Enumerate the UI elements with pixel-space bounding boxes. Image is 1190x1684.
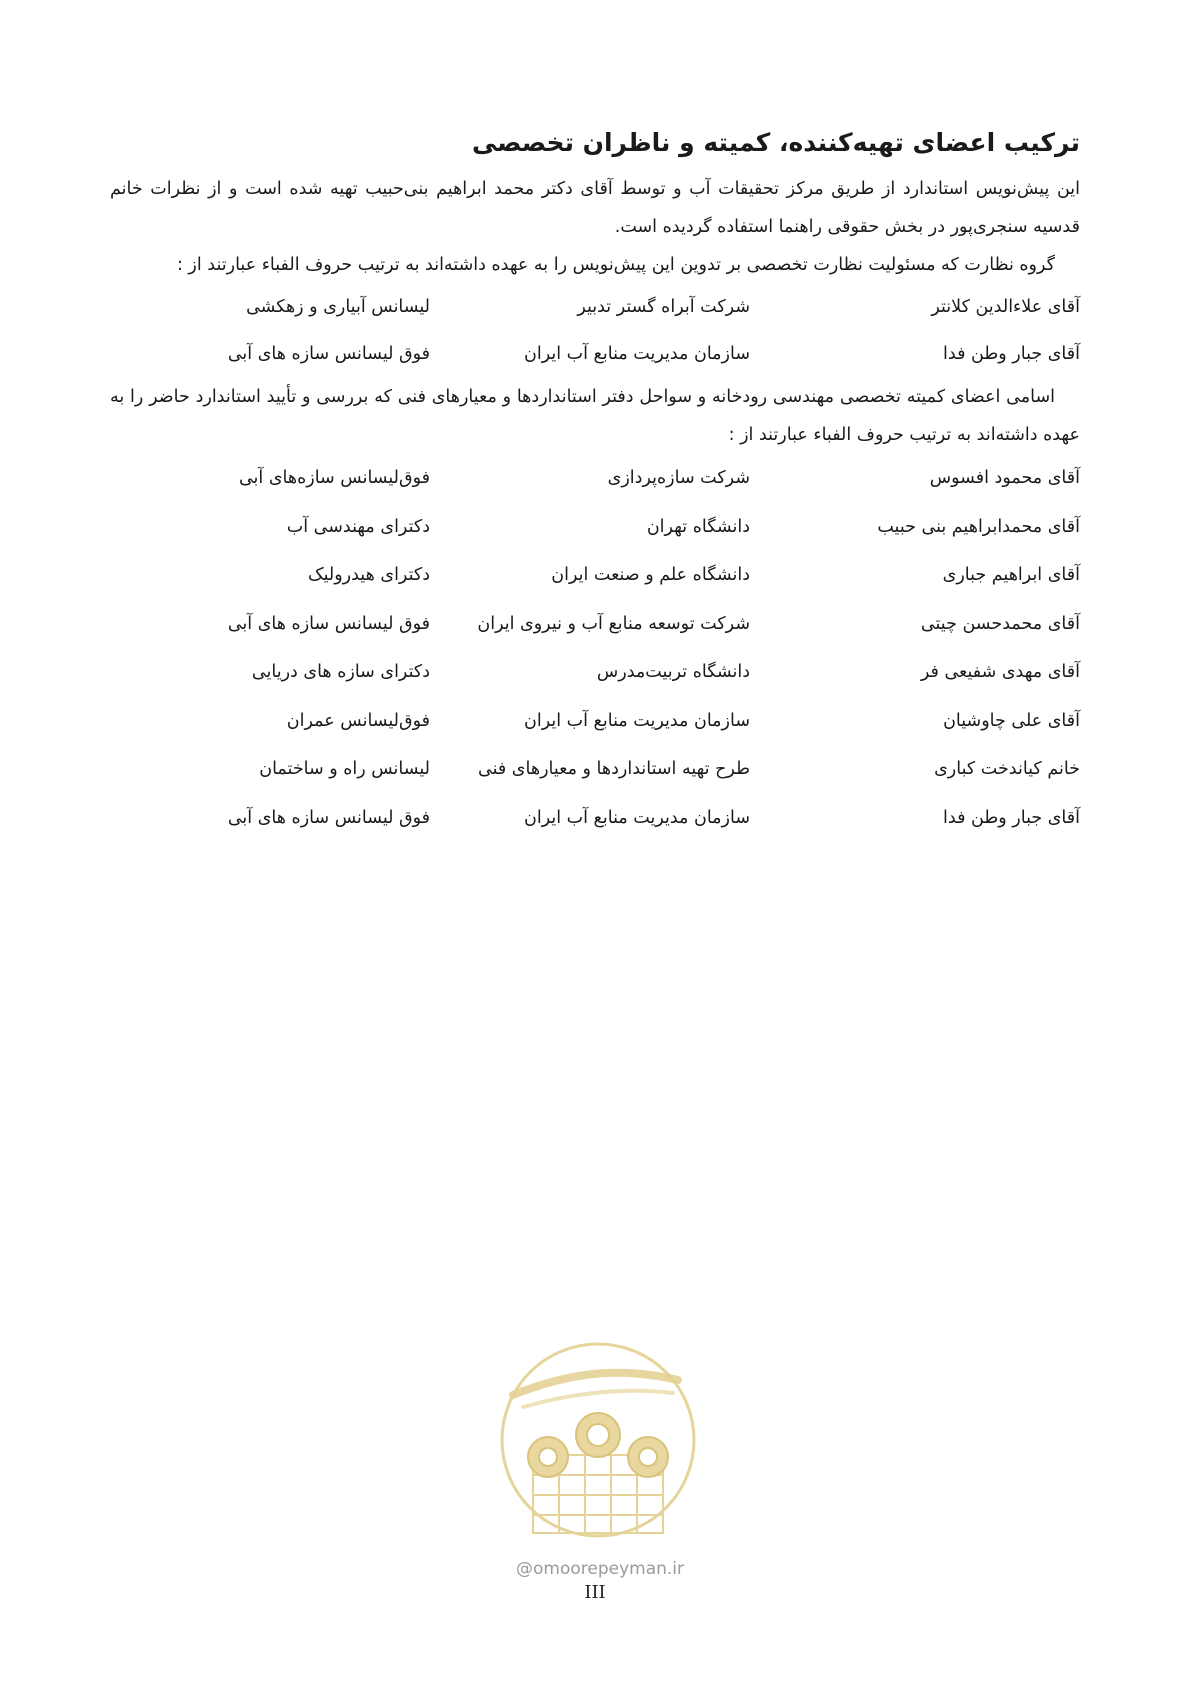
committee-row: [110, 745, 1080, 794]
committee-intro: اسامی اعضای کمیته تخصصی مهندسی رودخانه و سواحل دفتر استانداردها و معیارهای فنی که بررسی و تأیید استاندارد حاضر را به عهده داشته‌اند به ترتیب حروف الفباء عبارتند از :: [110, 387, 1080, 445]
committee-row: [110, 697, 1080, 746]
member-organization: دانشگاه تهران: [646, 516, 750, 537]
member-name: آقای جبار وطن فدا: [943, 807, 1080, 828]
member-degree: دکترای مهندسی آب: [286, 516, 430, 537]
member-organization: سازمان مدیریت منابع آب ایران: [523, 710, 750, 731]
member-degree: لیسانس راه و ساختمان: [259, 759, 430, 779]
member-organization: شرکت آبراه گستر تدبیر: [577, 297, 750, 317]
intro-paragraph: این پیش‌نویس استاندارد از طریق مرکز تحقیقات آب و توسط آقای دکتر محمد ابراهیم بنی‌حبیب تهیه شده است و از نظرات خانم قدسیه سنجری‌پور در بخش حقوقی راهنما استفاده گردیده است.: [110, 179, 1080, 237]
page-number: III: [584, 1582, 606, 1603]
member-degree: فوق لیسانس سازه های آبی: [227, 807, 430, 828]
member-organization: دانشگاه تربیت‌مدرس: [596, 662, 750, 682]
member-degree: فوق لیسانس سازه های آبی: [227, 613, 430, 634]
member-name: آقای علی چاوشیان: [943, 710, 1080, 731]
committee-row: [110, 503, 1080, 552]
member-name: آقای محمدحسن چیتی: [920, 613, 1080, 634]
member-name: آقای جبار وطن فدا: [943, 344, 1080, 364]
member-degree: لیسانس آبیاری و زهکشی: [246, 297, 430, 317]
member-name: آقای علاءالدین کلانتر: [931, 297, 1080, 317]
member-name: خانم کیاندخت کباری: [934, 759, 1080, 779]
committee-list: [110, 454, 1080, 842]
watermark-url: @omoorepeyman.ir: [515, 1559, 685, 1579]
supervisor-row: [110, 331, 1080, 378]
committee-row: [110, 454, 1080, 503]
supervision-intro: گروه نظارت که مسئولیت نظارت تخصصی بر تدوین این پیش‌نویس را به عهده داشته‌اند به ترتیب حروف الفباء عبارتند از :: [176, 255, 1055, 275]
member-organization: دانشگاه علم و صنعت ایران: [551, 565, 750, 585]
committee-row: [110, 551, 1080, 600]
member-organization: سازمان مدیریت منابع آب ایران: [523, 344, 750, 364]
member-organization: شرکت توسعه منابع آب و نیروی ایران: [477, 613, 750, 634]
supervisors-list: [110, 284, 1080, 378]
committee-row: [110, 600, 1080, 649]
committee-row: [110, 794, 1080, 843]
member-degree: فوق‌لیسانس سازه‌های آبی: [238, 468, 430, 488]
member-degree: دکترای سازه های دریایی: [251, 662, 430, 682]
member-organization: طرح تهیه استانداردها و معیارهای فنی: [478, 759, 750, 779]
committee-row: [110, 648, 1080, 697]
member-name: آقای محمدابراهیم بنی حبیب: [877, 516, 1080, 537]
document-page: [110, 125, 1080, 842]
member-name: آقای ابراهیم جباری: [942, 565, 1080, 585]
member-degree: فوق‌لیسانس عمران: [286, 710, 430, 731]
member-name: آقای محمود افسوس: [929, 468, 1080, 488]
member-organization: شرکت سازه‌پردازی: [607, 468, 750, 488]
member-name: آقای مهدی شفیعی فر: [920, 662, 1080, 682]
member-degree: دکترای هیدرولیک: [307, 565, 430, 585]
member-organization: سازمان مدیریت منابع آب ایران: [523, 807, 750, 828]
page-heading: ترکیب اعضای تهیه‌کننده، کمیته و ناظران تخصصی: [471, 128, 1080, 157]
supervisor-row: [110, 284, 1080, 331]
omoorepeyman-watermark-logo: [493, 1335, 703, 1555]
member-degree: فوق لیسانس سازه های آبی: [227, 344, 430, 364]
